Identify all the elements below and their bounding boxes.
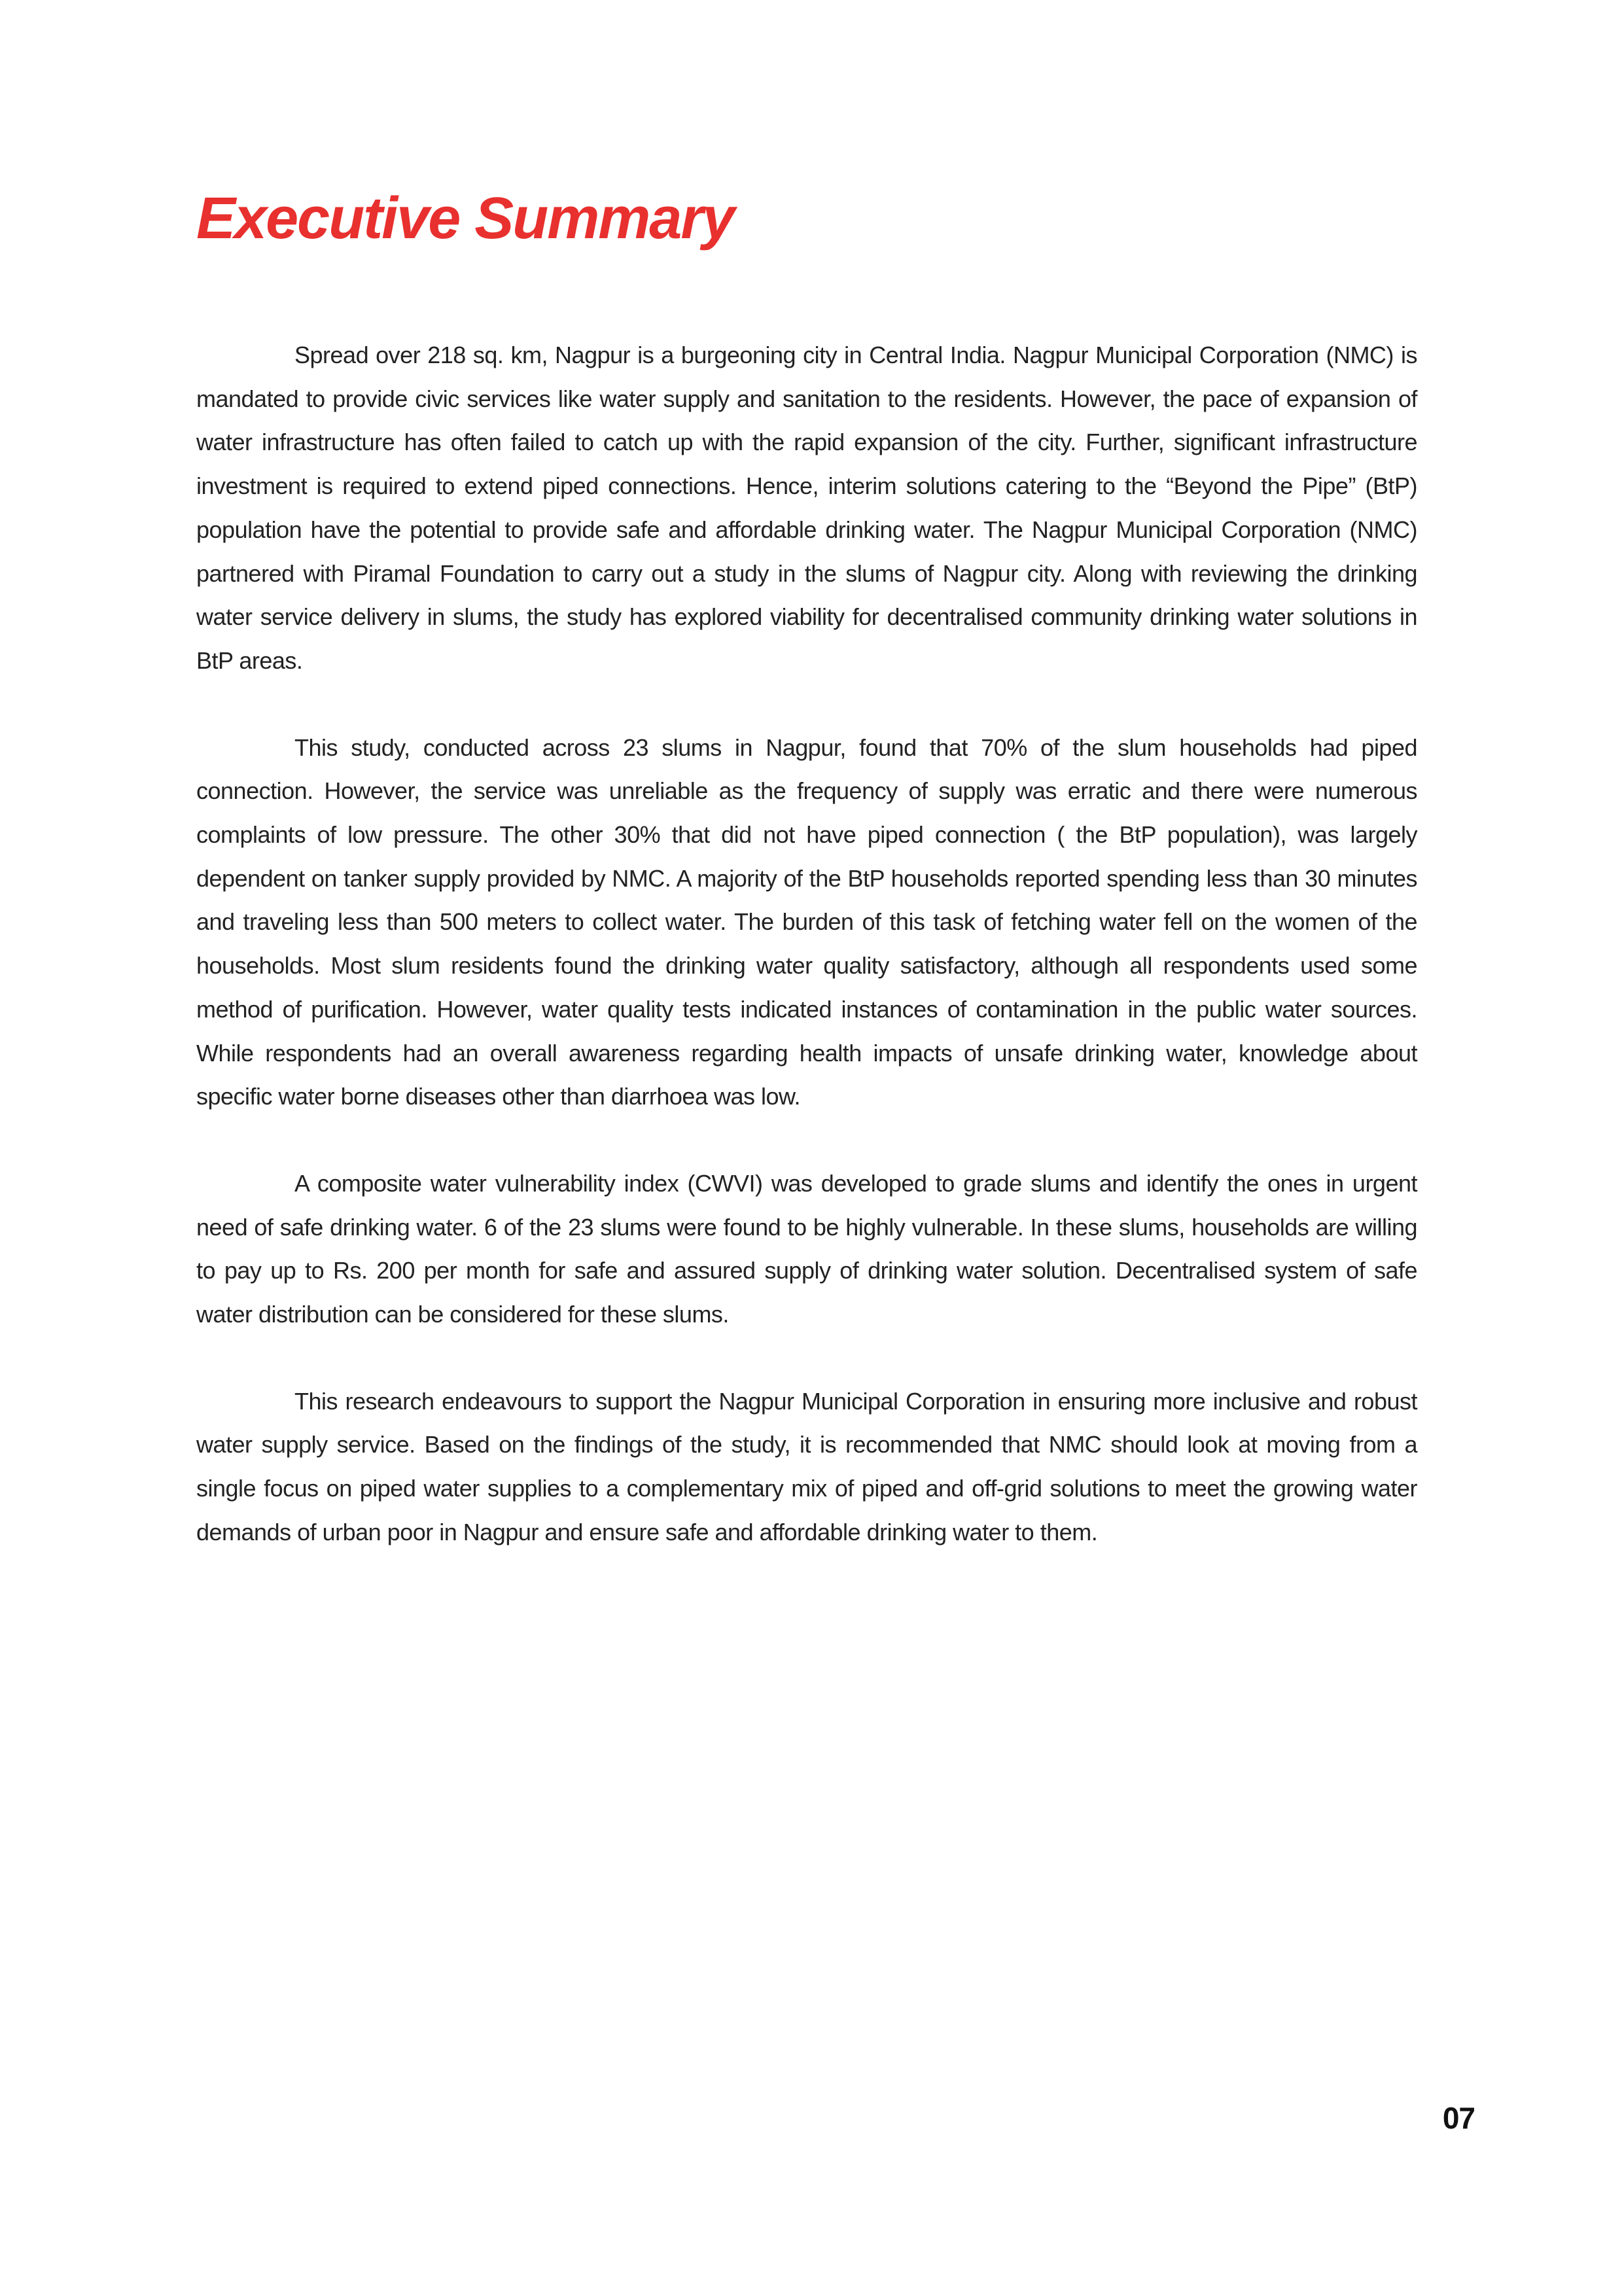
page-number: 07 xyxy=(1442,2101,1475,2135)
page-title: Executive Summary xyxy=(196,186,734,251)
paragraph-vulnerability-index: A composite water vulnerability index (CWVI) was developed to grade slums and identify the ones in urgent need of safe drinking water. 6 of the 23 slums were found to be highly vulnerable. In these slums, households are willing to pay up to Rs. 200 per month for safe and assured supply of drinking water solution. Decentralised system of safe water distribution can be considered for these slums. xyxy=(196,1169,1417,1328)
paragraph-intro: Spread over 218 sq. km, Nagpur is a burgeoning city in Central India. Nagpur Municipal Corporation (NMC) is mandated to provide civic services like water supply and sanitation to the residents. However, the pace of expansion of water infrastructure has often failed to catch up with the rapid expansion of the city. Further, significant infrastructure investment is required to extend piped connections. Hence, interim solutions catering to the “Beyond the Pipe” (BtP) population have the potential to provide safe and affordable drinking water. The Nagpur Municipal Corporation (NMC) partnered with Piramal Foundation to carry out a study in the slums of Nagpur city. Along with reviewing the drinking water service delivery in slums, the study has explored viability for decentralised community drinking water solutions in BtP areas. xyxy=(196,342,1417,674)
paragraph-findings: This study, conducted across 23 slums in Nagpur, found that 70% of the slum households had piped connection. However, the service was unreliable as the frequency of supply was erratic and there were numerous complaints of low pressure. The other 30% that did not have piped connection ( the BtP population), was largely dependent on tanker supply provided by NMC. A majority of the BtP households reported spending less than 30 minutes and traveling less than 500 meters to collect water. The burden of this task of fetching water fell on the women of the households. Most slum residents found the drinking water quality satisfactory, although all respondents used some method of purification. However, water quality tests indicated instances of contamination in the public water sources. While respondents had an overall awareness regarding health impacts of unsafe drinking water, knowledge about specific water borne diseases other than diarrhoea was low. xyxy=(196,733,1417,1110)
paragraph-recommendation: This research endeavours to support the Nagpur Municipal Corporation in ensuring more inclusive and robust water supply service. Based on the findings of the study, it is recommended that NMC should look at moving from a single focus on piped water supplies to a complementary mix of piped and off-grid solutions to meet the growing water demands of urban poor in Nagpur and ensure safe and affordable drinking water to them. xyxy=(196,1387,1417,1545)
body-text xyxy=(196,334,1417,1598)
